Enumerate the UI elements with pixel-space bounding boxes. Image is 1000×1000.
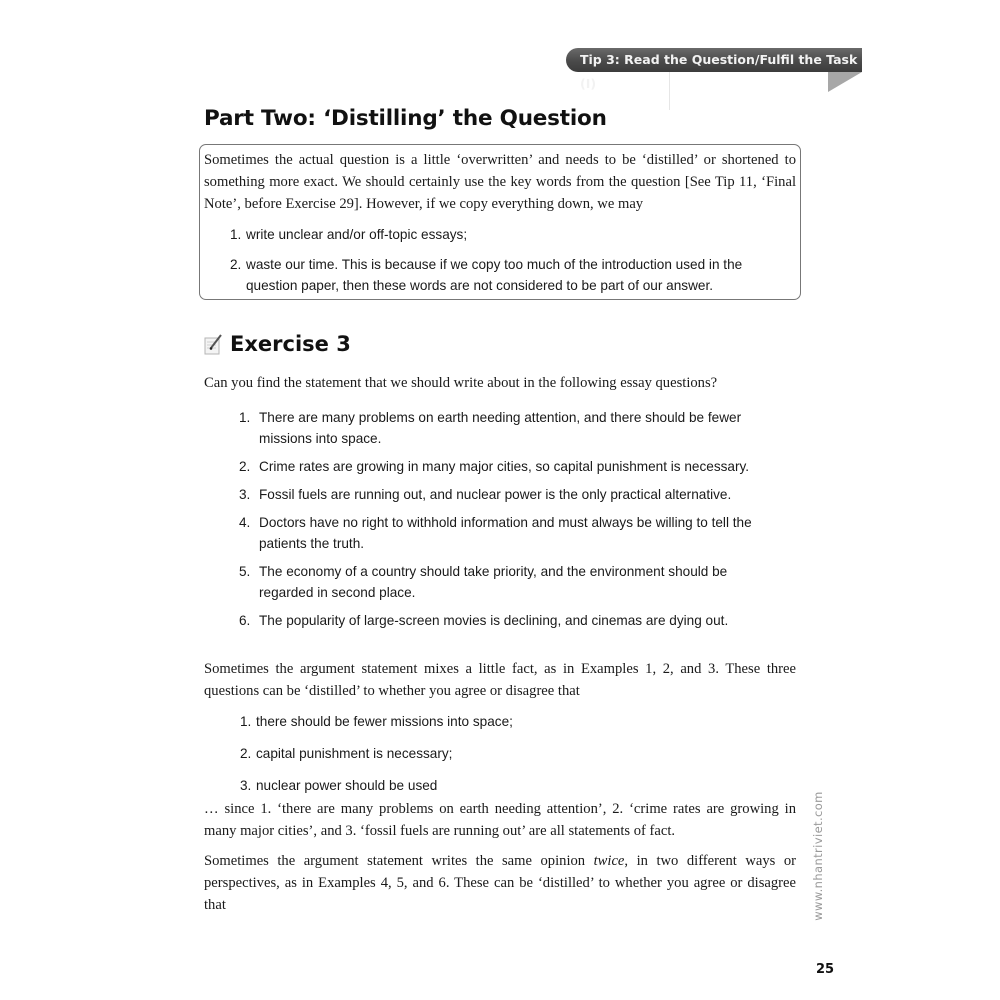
paragraph-text: , in two different ways or perspectives, as in Examples 4, 5, and 6. These can be ‘distilled’ to whether you agree or disagree that bbox=[204, 853, 796, 913]
explanation-paragraph-3 bbox=[204, 850, 796, 916]
question-item bbox=[239, 407, 774, 449]
exercise-prompt: Can you find the statement that we should write about in the following essay questions? bbox=[204, 375, 718, 391]
distilled-text: nuclear power should be used bbox=[256, 778, 438, 793]
list-item-number: 2. bbox=[230, 257, 242, 272]
emphasis-text: twice bbox=[593, 853, 625, 869]
question-text: Doctors have no right to withhold information and must always be willing to tell the patients the truth. bbox=[259, 515, 752, 551]
distilled-number: 3. bbox=[240, 778, 252, 793]
exercise-title: Exercise 3 bbox=[230, 332, 351, 356]
question-item bbox=[239, 512, 774, 554]
question-item bbox=[239, 610, 774, 631]
question-item bbox=[239, 561, 774, 603]
question-text: The popularity of large-screen movies is declining, and cinemas are dying out. bbox=[259, 613, 729, 628]
distilled-item bbox=[240, 743, 640, 764]
distilled-list bbox=[240, 711, 640, 796]
question-number: 3. bbox=[239, 487, 251, 502]
distilled-item bbox=[240, 711, 640, 732]
list-item-number: 1. bbox=[230, 227, 242, 242]
info-box-intro: Sometimes the actual question is a little ‘overwritten’ and needs to be ‘distilled’ or shortened to something more exact. We should certainly use the key words from the question [See Tip 11, ‘Final Note’, before Exercise 29]. However, if we copy everything down, we may bbox=[204, 152, 796, 212]
page-fold-line bbox=[669, 72, 670, 110]
watermark-text: www.nhantriviet.com bbox=[811, 791, 826, 921]
page-number: 25 bbox=[816, 962, 835, 977]
notepad-pencil-icon bbox=[204, 333, 224, 355]
question-text: There are many problems on earth needing attention, and there should be fewer missions into space. bbox=[259, 410, 742, 446]
question-item bbox=[239, 484, 774, 505]
question-text: The economy of a country should take priority, and the environment should be regarded in second place. bbox=[259, 564, 728, 600]
question-number: 2. bbox=[239, 459, 251, 474]
distilled-text: there should be fewer missions into space; bbox=[256, 714, 513, 729]
distilled-item bbox=[240, 775, 640, 796]
explanation-paragraph-2: … since 1. ‘there are many problems on earth needing attention’, 2. ‘crime rates are growing in many major cities’, and 3. ‘fossil fuels are running out’ are all statements of fact. bbox=[204, 801, 796, 839]
question-text: Crime rates are growing in many major cities, so capital punishment is necessary. bbox=[259, 459, 750, 474]
exercise-questions bbox=[239, 407, 774, 631]
question-number: 6. bbox=[239, 613, 251, 628]
distilled-number: 1. bbox=[240, 714, 252, 729]
watermark bbox=[806, 776, 830, 936]
question-item bbox=[239, 456, 774, 477]
list-item bbox=[230, 254, 790, 296]
question-number: 5. bbox=[239, 564, 251, 579]
distilled-text: capital punishment is necessary; bbox=[256, 746, 453, 761]
section-title: Part Two: ‘Distilling’ the Question bbox=[204, 106, 607, 131]
distilled-number: 2. bbox=[240, 746, 252, 761]
explanation-paragraph-1: Sometimes the argument statement mixes a little fact, as in Examples 1, 2, and 3. These three questions can be ‘distilled’ to whether you agree or disagree that bbox=[204, 661, 796, 699]
banner-fold-decoration bbox=[828, 72, 862, 92]
question-number: 4. bbox=[239, 515, 251, 530]
tip-banner: Tip 3: Read the Question/Fulfil the Task (I) bbox=[566, 48, 862, 72]
exercise-heading bbox=[204, 330, 351, 358]
list-item-text: waste our time. This is because if we copy too much of the introduction used in the question paper, then these words are not considered to be part of our answer. bbox=[246, 257, 743, 293]
info-box-list bbox=[230, 224, 790, 296]
paragraph-text: Sometimes the argument statement writes the same opinion bbox=[204, 853, 594, 869]
question-text: Fossil fuels are running out, and nuclear power is the only practical alternative. bbox=[259, 487, 732, 502]
list-item bbox=[230, 224, 790, 245]
question-number: 1. bbox=[239, 410, 251, 425]
list-item-text: write unclear and/or off-topic essays; bbox=[246, 227, 468, 242]
